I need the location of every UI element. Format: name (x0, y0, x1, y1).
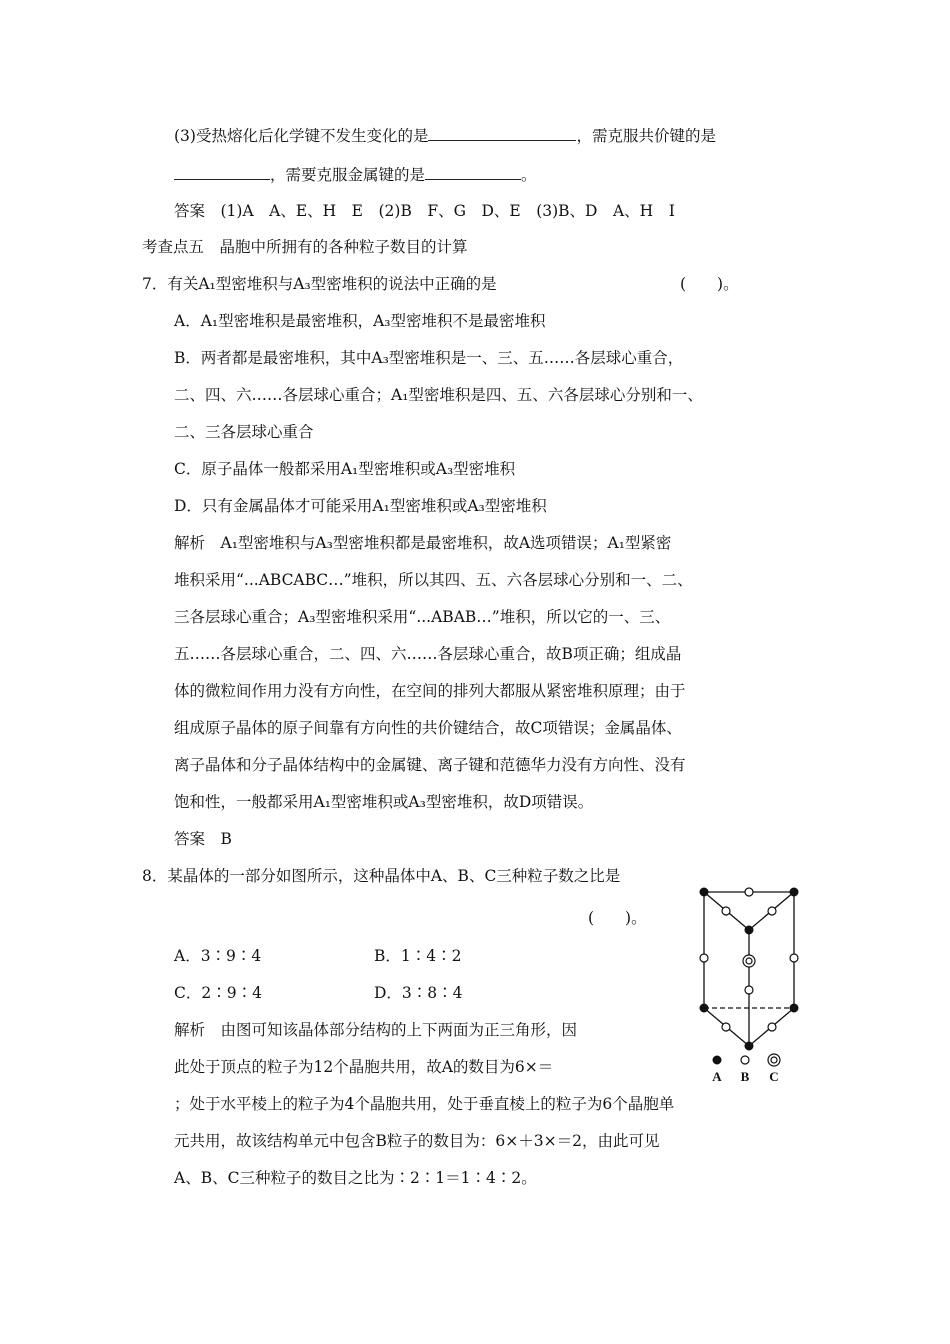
crystal-structure-figure (690, 878, 810, 1088)
answer-blank (428, 126, 576, 141)
q6-part3-text-d: 。 (521, 166, 537, 184)
legend-label-c: C (769, 1069, 779, 1084)
q7-option-d: D．只有金属晶体才可能采用A₁型密堆积或A₃型密堆积 (174, 497, 547, 515)
q8-option-c: C．2∶9∶4 (174, 984, 262, 1002)
particle-a (700, 1004, 708, 1012)
particle-b (700, 954, 708, 962)
q6-part3-text-c: ，需要克服金属键的是 (270, 166, 426, 184)
particle-b (722, 907, 730, 915)
q6-part3-text-a: (3)受热熔化后化学键不发生变化的是 (174, 127, 429, 145)
particle-a (745, 926, 753, 934)
q8-analysis-line: 元共用，故该结构单元中包含B粒子的数目为：6×＋3×＝2，由此可见 (174, 1132, 660, 1150)
particle-a (790, 888, 798, 896)
q8-analysis-line: 解析 由图可知该晶体部分结构的上下两面为正三角形，因 (174, 1021, 578, 1039)
q6-part3-text-b: ，需克服共价键的是 (576, 127, 716, 145)
q7-analysis-line: 解析 A₁型密堆积与A₃型密堆积都是最密堆积，故A选项错误；A₁型紧密 (174, 534, 672, 552)
q8-answer-paren: ( )。 (588, 909, 647, 927)
legend-symbol-b (741, 1056, 749, 1064)
q8-stem: 8．某晶体的一部分如图所示，这种晶体中A、B、C三种粒子数之比是 (142, 867, 621, 885)
q6-part3-line1 (174, 126, 716, 146)
answer-blank (174, 165, 270, 180)
q8-option-a: A．3∶9∶4 (174, 947, 262, 965)
q7-analysis-line: 三各层球心重合；A₃型密堆积采用“...ABAB…”堆积，所以它的一、三、 (174, 608, 671, 626)
particle-a (745, 1042, 753, 1050)
particle-b (745, 986, 753, 994)
legend-symbol-c (768, 1054, 780, 1066)
q7-stem: 7．有关A₁型密堆积与A₃型密堆积的说法中正确的是 (142, 275, 497, 293)
q7-answer: 答案 B (174, 830, 232, 848)
q6-answer: 答案 (1)A A、E、H E (2)B F、G D、E (3)B、D A、H I (174, 202, 675, 220)
q7-option-c: C．原子晶体一般都采用A₁型密堆积或A₃型密堆积 (174, 460, 516, 478)
q7-analysis-line: 饱和性，一般都采用A₁型密堆积或A₃型密堆积，故D项错误。 (174, 793, 594, 811)
q7-analysis-line: 组成原子晶体的原子间靠有方向性的共价键结合，故C项错误；金属晶体、 (174, 719, 682, 737)
particle-b (745, 888, 753, 896)
answer-blank (425, 165, 521, 180)
legend-label-a: A (712, 1069, 722, 1084)
q6-part3-line2 (174, 165, 537, 185)
q7-analysis-line: 堆积采用“...ABCABC…”堆积，所以其四、五、六各层球心分别和一、二、 (174, 571, 693, 589)
particle-b (722, 1023, 730, 1031)
legend-symbol-a (713, 1056, 721, 1064)
q7-option-b-line2: 二、四、六……各层球心重合；A₁型密堆积是四、五、六各层球心分别和一、 (174, 386, 703, 404)
q7-analysis-line: 五……各层球心重合，二、四、六……各层球心重合，故B项正确；组成晶 (174, 645, 682, 663)
legend-label-b: B (740, 1069, 750, 1084)
q8-analysis-line: A、B、C三种粒子的数目之比为∶2∶1＝1∶4∶2。 (174, 1169, 537, 1187)
q7-option-b-line3: 二、三各层球心重合 (174, 423, 314, 441)
q7-option-a: A．A₁型密堆积是最密堆积，A₃型密堆积不是最密堆积 (174, 312, 546, 330)
particle-b (768, 907, 776, 915)
section-title: 考查点五 晶胞中所拥有的各种粒子数目的计算 (142, 238, 468, 256)
particle-b (768, 1023, 776, 1031)
particle-c (743, 955, 755, 967)
particle-b (790, 954, 798, 962)
q8-analysis-line: 此处于顶点的粒子为12个晶胞共用，故A的数目为6×＝ (174, 1058, 554, 1076)
q8-option-b: B．1∶4∶2 (374, 947, 462, 965)
particle-a (790, 1004, 798, 1012)
q8-option-d: D．3∶8∶4 (374, 984, 463, 1002)
q8-analysis-line: ；处于水平棱上的粒子为4个晶胞共用，处于垂直棱上的粒子为6个晶胞单 (174, 1095, 675, 1113)
q7-analysis-line: 离子晶体和分子晶体结构中的金属键、离子键和范德华力没有方向性、没有 (174, 756, 686, 774)
particle-a (700, 888, 708, 896)
q7-analysis-line: 体的微粒间作用力没有方向性，在空间的排列大都服从紧密堆积原理；由于 (174, 682, 686, 700)
q7-option-b-line1: B．两者都是最密堆积，其中A₃型密堆积是一、三、五……各层球心重合， (174, 349, 684, 367)
q7-answer-paren: ( )。 (680, 275, 739, 293)
